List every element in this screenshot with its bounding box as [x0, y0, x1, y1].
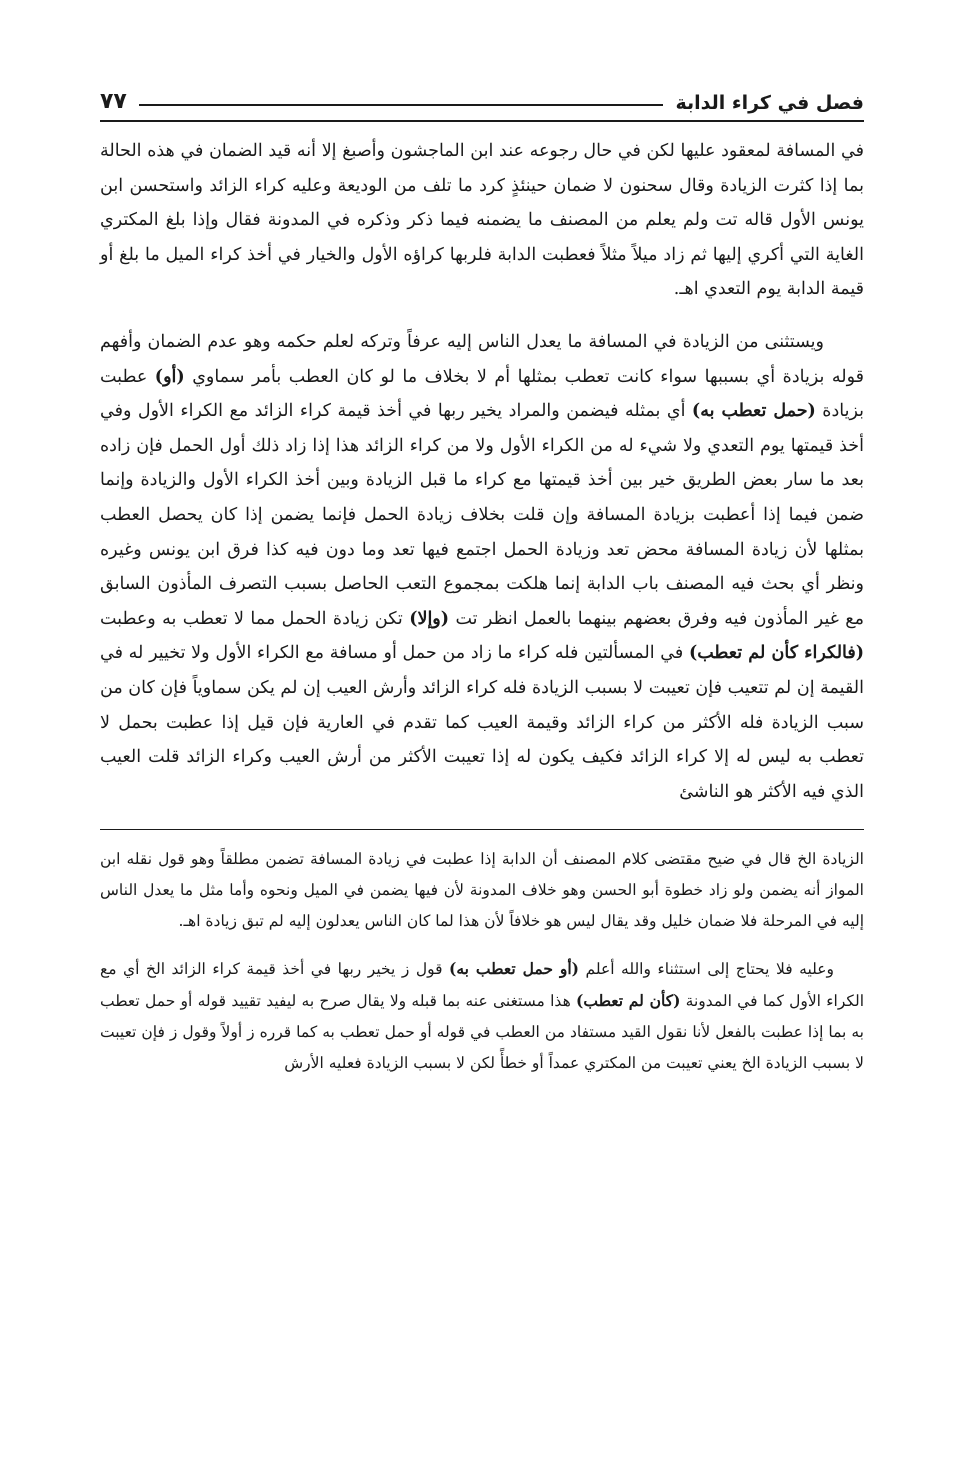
- main-text: [100, 134, 864, 809]
- matn-quote: (فالكراء كأن لم تعطب): [688, 643, 864, 664]
- footnote-matn-quote: (أو حمل تعطب به): [449, 959, 580, 979]
- main-text-run: في المسألتين فله كراء ما زاد من حمل أو مسافة مع الكراء الأول ولا تخيير له في القيمة إن لم تتعيب فإن تعيبت لا بسبب الزيادة فله كراء الزائد وأرش العيب إن لم يكن سماوياً فإن كان من سبب الزيادة فله الأكثر من كراء الزائد وقيمة العيب كما تقدم في العارية فإن قيل إذا عطبت بحمل لا تعطب به ليس له إلا كراء الزائد فكيف يكون له إذا تعيبت الأكثر من أرش العيب وكراء الزائد قلت العيب الذي فيه الأكثر هو الناشئ: [100, 643, 864, 802]
- header-rule: [100, 120, 864, 122]
- matn-quote: (أو): [154, 366, 185, 387]
- book-page: [100, 80, 864, 1079]
- footnote-paragraph-2: [100, 953, 864, 1079]
- running-header: [100, 80, 864, 114]
- footnotes: [100, 844, 864, 1079]
- main-text-run: عطبت بزيادة: [100, 366, 864, 422]
- footnote-text-run: قول ز يخير ربها في أخذ قيمة كراء الزائد الخ أي مع الكراء الأول كما في المدونة: [100, 960, 864, 1011]
- main-paragraph-2: [100, 325, 864, 809]
- main-text-run: ويستثنى من الزيادة في المسافة ما يعدل الناس إليه عرفاً وتركه لعلم حكمه وهو عدم الضمان وأفهم قوله بزيادة أي بسببها سواء كانت تعطب بمثلها أم لا بخلاف ما لو كان العطب بأمر سماوي: [100, 331, 864, 387]
- footnote-matn-quote: (كأن لم تعطب): [576, 991, 681, 1011]
- footnote-text-run: هذا مستغنى عنه بما قبله ولا يقال صرح به ليفيد تقييد قوله أو حمل تعطب به بما إذا عطبت بالفعل لأنا نقول القيد مستفاد من العطب في قوله أو حمل تعطب به كما قرره ز أولاً وقول ز فإن تعيبت لا بسبب الزيادة الخ يعني تعيبت من المكتري عمداً أو خطأً لكن لا بسبب الزيادة فعليه الأرش: [100, 992, 864, 1073]
- main-paragraph-1: في المسافة لمعقود عليها لكن في حال رجوعه عند ابن الماجشون وأصبغ إلا أنه قيد الضمان في هذه الحالة بما إذا كثرت الزيادة وقال سحنون لا ضمان حينئذٍ كرد ما تلف من الوديعة وعليه كراء الزائد واستحسن ابن يونس الأول قاله تت ولم يعلم من المصنف ما يضمنه فيما ذكر وذكره في المدونة فقال وإذا بلغ المكتري الغاية التي أكري إليها ثم زاد ميلاً مثلاً فعطبت الدابة فلربها كراؤه الأول والخيار في أخذ كراء الميل ما بلغ أو قيمة الدابة يوم التعدي اهـ.: [100, 141, 864, 300]
- footnote-paragraph-1: الزيادة الخ قال في ضيح مقتضى كلام المصنف أن الدابة إذا عطبت في زيادة المسافة تضمن مطلقاً وهو قول نقله ابن المواز أنه يضمن ولو زاد خطوة أبو الحسن وهو خلاف المدونة لأن فيها يضمن في الميل ونحوه وأما مثل ما يعدل الناس إليه في المرحلة فلا ضمان خليل وقد يقال ليس هو خلافاً لأن هذا لما كان الناس يعدلون إليه لم تبق زيادة اهـ.: [100, 850, 864, 931]
- main-text-run: أي بمثله فيضمن والمراد يخير ربها في أخذ قيمة كراء الزائد مع الكراء الأول وفي أخذ قيمتها يوم التعدي ولا شيء له من الكراء الأول ولا من كراء الزائد هذا إذا زاد ذلك أول الحمل فإن زاده بعد ما سار بعض الطريق خير بين أخذ قيمتها مع كراء ما قبل الزيادة وبين أخذ الكراء الأول والزيادة وإنما ضمن فيما إذا أعطبت بزيادة المسافة وإن قلت بخلاف زيادة الحمل فإنما يضمن إذا كان يحصل العطب بمثلها لأن زيادة المسافة محض تعد وزيادة الحمل اجتمع فيها تعد وما دون فيه كذا فرق ابن يونس وغيره ونظر أي بحث فيه المصنف باب الدابة إنما هلكت بمجموع التعب الحاصل بسبب التصرف المأذون السابق مع غير المأذون فيه وفرق بعضهم بينهما بالعمل انظر تت: [100, 401, 864, 629]
- matn-quote: (وإلا): [409, 608, 450, 629]
- footnote-text-run: وعليه فلا يحتاج إلى استثناء والله أعلم: [579, 960, 835, 979]
- page-number: ٧٧: [100, 89, 127, 114]
- main-text-run: تكن زيادة الحمل مما لا تعطب به وعطبت: [100, 608, 410, 629]
- matn-quote: (حمل تعطب به): [691, 401, 816, 422]
- chapter-title: فصل في كراء الدابة: [675, 92, 864, 114]
- header-rule-inline: [139, 104, 664, 106]
- footnote-divider: [100, 829, 864, 830]
